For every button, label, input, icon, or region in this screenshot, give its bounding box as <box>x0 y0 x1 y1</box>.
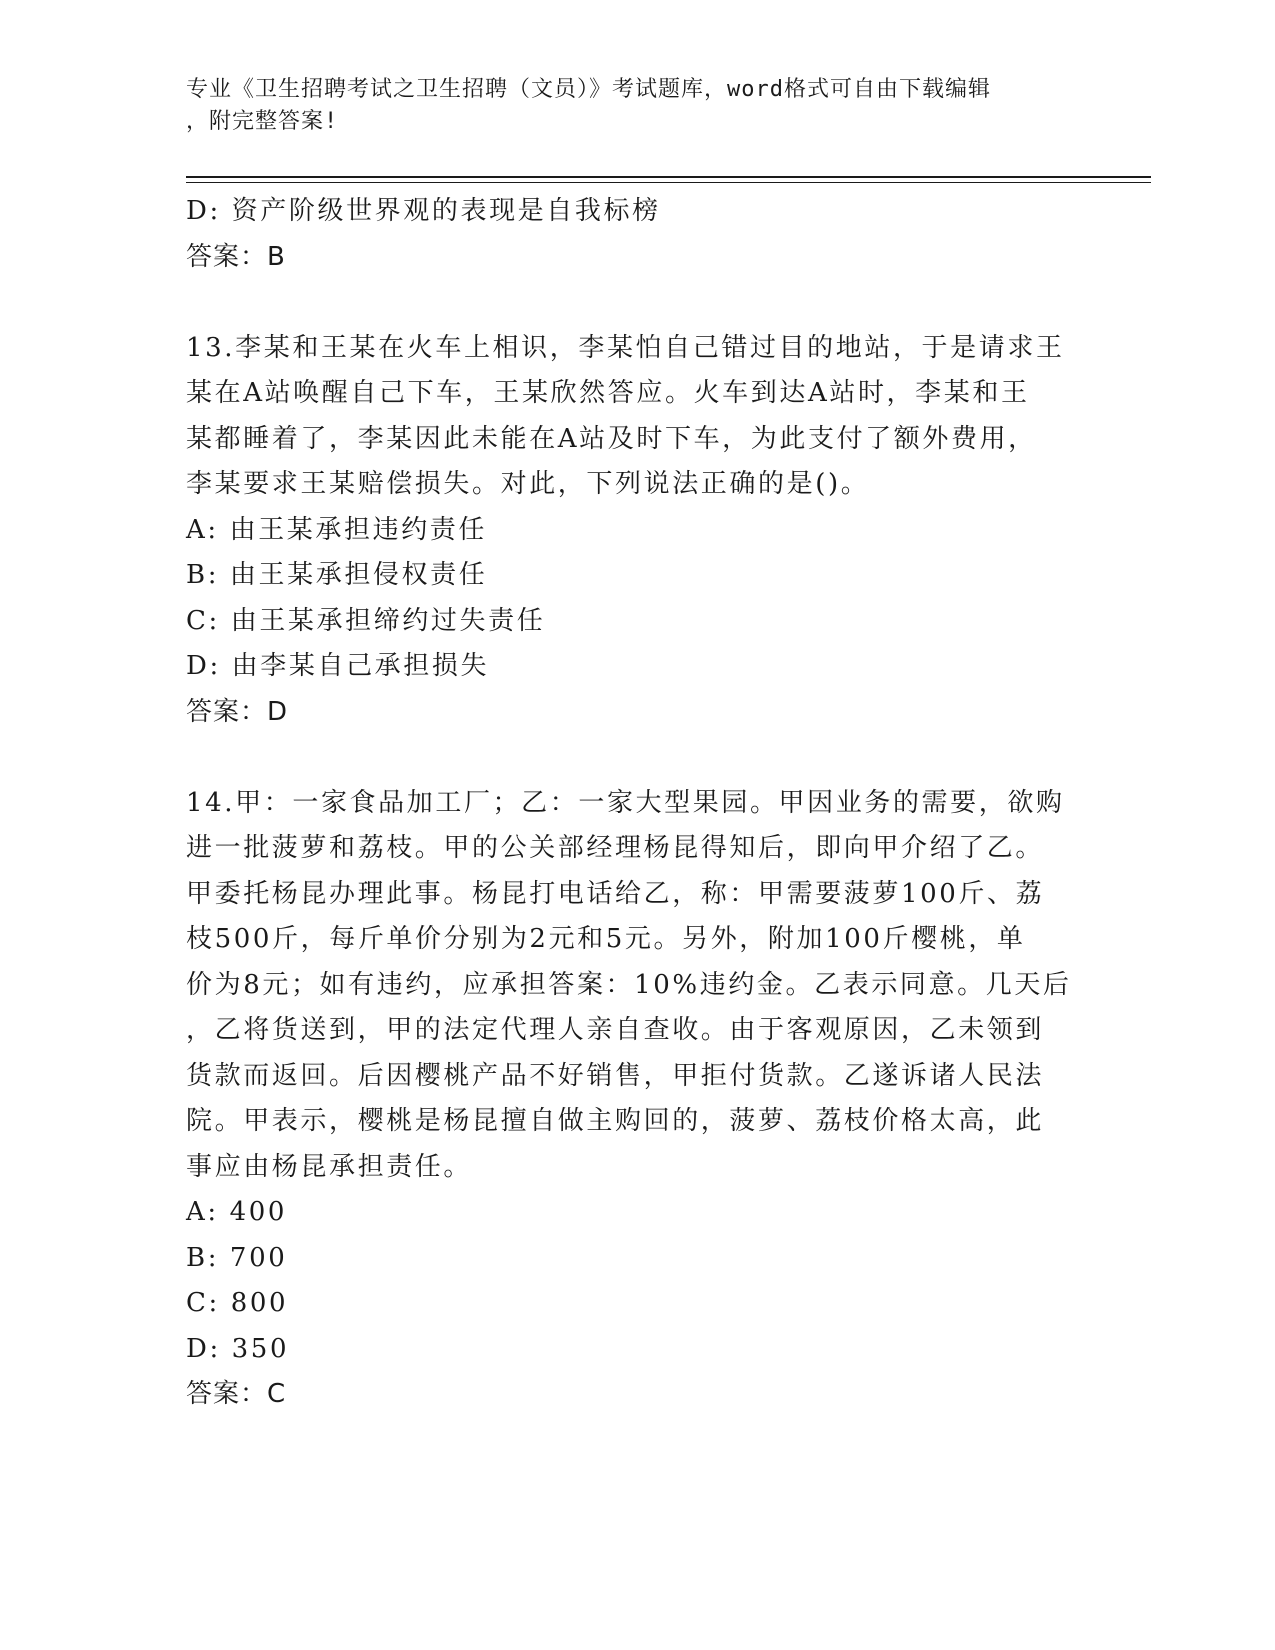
question-stem-line: 价为8元；如有违约，应承担答案：10%违约金。乙表示同意。几天后 <box>186 969 1072 1000</box>
spacer <box>186 735 1086 781</box>
question-stem-line: ，乙将货送到，甲的法定代理人亲自查收。由于客观原因，乙未领到 <box>186 1015 1045 1045</box>
prev-question-answer: 答案：B <box>186 241 286 272</box>
option-b: B: 700 <box>186 1242 288 1273</box>
spacer <box>186 280 1086 326</box>
answer: 答案：D <box>186 696 289 727</box>
document-body <box>186 189 1086 1418</box>
question-stem-line: 事应由杨昆承担责任。 <box>186 1151 473 1182</box>
option-d: D: 由李某自己承担损失 <box>186 651 490 681</box>
option-c: C: 由王某承担缔约过失责任 <box>186 605 546 636</box>
question-stem-line: 某在A站唤醒自己下车，王某欣然答应。火车到达A站时，李某和王 <box>186 378 1030 408</box>
header-line-1: 专业《卫生招聘考试之卫生招聘（文员）》考试题库，word格式可自由下载编辑 <box>186 77 991 102</box>
question-stem-line: 院。甲表示，樱桃是杨昆擅自做主购回的，菠萝、荔枝价格太高，此 <box>186 1106 1045 1136</box>
question-stem-line: 枝500斤，每斤单价分别为2元和5元。另外，附加100斤樱桃，单 <box>186 924 1026 954</box>
question-stem-line: 某都睡着了，李某因此未能在A站及时下车，为此支付了额外费用， <box>186 423 1037 454</box>
question-stem-line: 甲委托杨昆办理此事。杨昆打电话给乙，称：甲需要菠萝100斤、荔 <box>186 878 1045 909</box>
option-c: C: 800 <box>186 1288 289 1318</box>
answer: 答案：C <box>186 1379 287 1409</box>
prev-question-option-d: D: 资产阶级世界观的表现是自我标榜 <box>186 196 661 226</box>
question-stem-line: 13.李某和王某在火车上相识，李某怕自己错过目的地站，于是请求王 <box>186 332 1065 363</box>
header-line-2: ，附完整答案! <box>186 109 339 134</box>
option-d: D: 350 <box>186 1333 290 1364</box>
question-stem-line: 14.甲：一家食品加工厂；乙：一家大型果园。甲因业务的需要，欲购 <box>186 787 1065 818</box>
option-a: A: 由王某承担违约责任 <box>186 514 488 545</box>
header-rule-thick <box>186 176 1151 178</box>
option-a: A: 400 <box>186 1197 288 1227</box>
document-header <box>186 74 1086 138</box>
question-13 <box>186 326 1086 736</box>
question-stem-line: 进一批菠萝和荔枝。甲的公关部经理杨昆得知后，即向甲介绍了乙。 <box>186 833 1045 863</box>
question-stem-line: 货款而返回。后因樱桃产品不好销售，甲拒付货款。乙遂诉诸人民法 <box>186 1060 1045 1091</box>
option-b: B: 由王某承担侵权责任 <box>186 560 488 590</box>
header-rule-thin <box>186 182 1151 183</box>
question-14 <box>186 781 1086 1418</box>
question-stem-line: 李某要求王某赔偿损失。对此，下列说法正确的是()。 <box>186 469 870 499</box>
